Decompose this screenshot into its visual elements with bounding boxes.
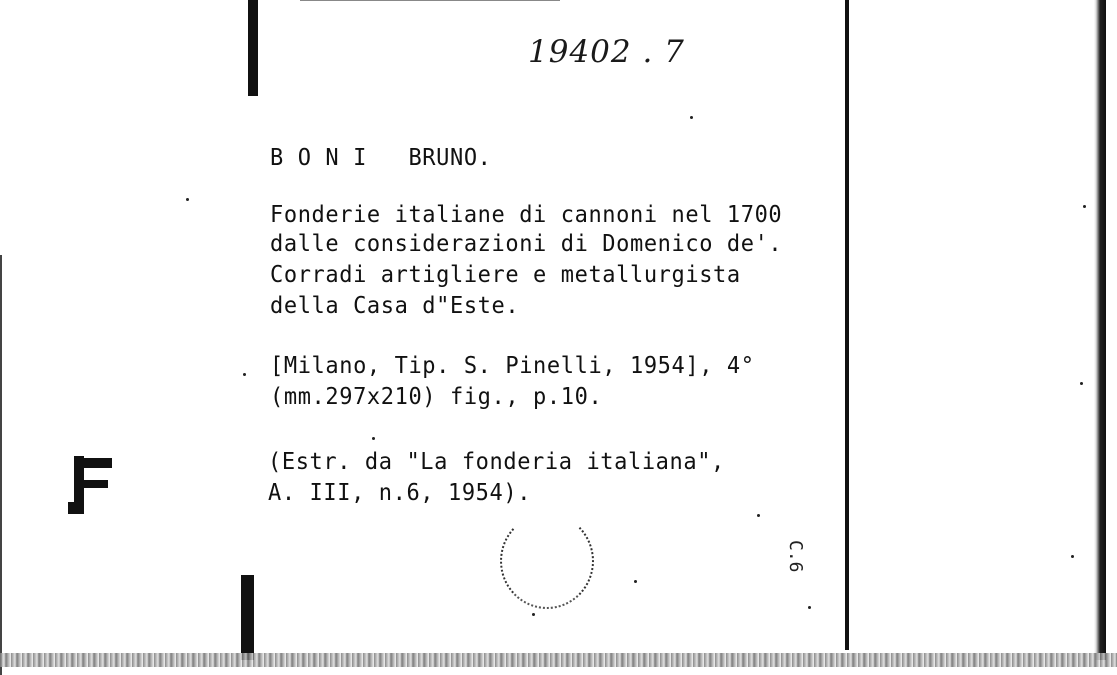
author-heading: B O N I BRUNO. bbox=[270, 144, 492, 172]
speck bbox=[186, 198, 189, 201]
speck bbox=[1071, 555, 1074, 558]
note-line-1: (Estr. da "La fonderia italiana", bbox=[268, 448, 725, 476]
left-top-rule bbox=[248, 0, 258, 96]
title-line-3: Corradi artigliere e metallurgista bbox=[270, 261, 741, 289]
right-page-edge bbox=[1094, 0, 1106, 660]
title-line-2: dalle considerazioni di Domenico de'. bbox=[270, 230, 783, 258]
left-page-edge bbox=[0, 255, 2, 675]
speck bbox=[808, 606, 811, 609]
title-line-4: della Casa d"Este. bbox=[270, 292, 520, 320]
accession-number: 19402 . 7 bbox=[528, 34, 685, 70]
speck bbox=[690, 116, 693, 119]
speck bbox=[243, 373, 246, 376]
imprint-line-1: [Milano, Tip. S. Pinelli, 1954], 4° bbox=[270, 352, 755, 380]
top-faint-rule bbox=[300, 0, 560, 1]
bottom-page-edge bbox=[0, 653, 1117, 667]
f-tab-mark bbox=[68, 456, 112, 514]
speck bbox=[532, 613, 535, 616]
note-line-2: A. III, n.6, 1954). bbox=[268, 479, 532, 507]
speck bbox=[757, 514, 760, 517]
stamp-circle bbox=[500, 513, 594, 609]
title-line-1: Fonderie italiane di cannoni nel 1700 bbox=[270, 201, 783, 229]
speck bbox=[1080, 382, 1083, 385]
speck bbox=[1083, 205, 1086, 208]
speck bbox=[634, 580, 637, 583]
margin-mark: C.6 bbox=[785, 540, 806, 573]
imprint-line-2: (mm.297x210) fig., p.10. bbox=[270, 383, 603, 411]
right-column-rule bbox=[845, 0, 849, 650]
left-bottom-rule bbox=[241, 575, 254, 660]
speck bbox=[372, 437, 375, 440]
